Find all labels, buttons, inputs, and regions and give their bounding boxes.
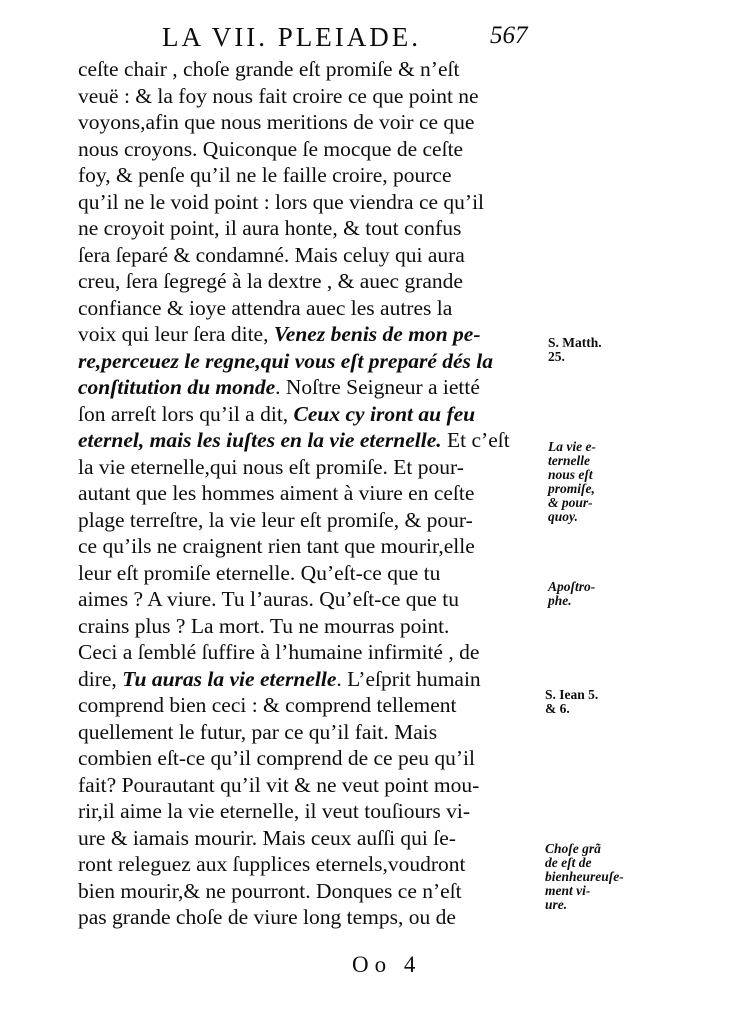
text-segment: leur eſt promiſe eternelle. Qu’eſt-ce que tu [78, 560, 441, 585]
signature-mark: Oo 4 [352, 952, 422, 977]
text-segment: dire, [78, 666, 123, 691]
text-segment: quellement le futur, par ce qu’il fait. Mais [78, 719, 438, 744]
margin-note-line: phe. [548, 593, 572, 608]
text-segment: ce qu’ils ne craignent rien tant que mourir,elle [78, 534, 475, 558]
text-segment: ne croyoit point, il aura honte, & tout confus [78, 216, 462, 240]
text-segment: veuë : & la foy nous fait croire ce que point ne [78, 83, 479, 108]
margin-note [548, 336, 602, 364]
text-segment: voix qui leur ſera dite, [78, 322, 274, 346]
text-segment: ſon arreſt lors qu’il a dit, [78, 401, 294, 426]
text-segment: Et c’eſt [441, 428, 510, 452]
margin-note-line: 25. [548, 349, 565, 364]
text-segment: autant que les hommes aiment à viure en ceſte [78, 481, 475, 505]
margin-note-line: de eſt de [545, 855, 592, 870]
margin-note-line: Choſe grã [545, 841, 601, 856]
text-segment: la vie eternelle,qui nous eſt promiſe. Et pour- [78, 454, 464, 479]
text-segment: fait? Pourautant qu’il vit & ne veut point mou- [78, 772, 480, 797]
margin-note-line: & pour- [548, 495, 593, 510]
text-segment: pas grande choſe de viure long temps, ou de [78, 905, 456, 929]
margin-note [548, 580, 595, 608]
margin-note-line: & 6. [545, 701, 570, 716]
text-segment: . L’eſprit humain [336, 666, 481, 691]
italic-quote: conſtitution du monde [78, 375, 276, 399]
text-segment: ront releguez aux ſupplices eternels,voudront [78, 852, 466, 876]
italic-quote: Venez benis de mon pe- [273, 322, 481, 346]
margin-note-line: quoy. [548, 509, 578, 524]
italic-quote: Tu auras la vie eternelle [122, 666, 337, 691]
italic-quote: Ceux cy iront au feu [293, 401, 476, 426]
margin-note-line: ure. [545, 897, 568, 912]
margin-note-line: nous eſt [548, 467, 593, 482]
margin-note-line: promiſe, [548, 481, 595, 496]
text-segment: comprend bien ceci : & comprend tellement [78, 693, 457, 717]
text-segment: plage terreſtre, la vie leur eſt promiſe, & pour- [78, 507, 473, 532]
text-segment: qu’il ne le void point : lors que viendra ce qu’il [78, 189, 485, 214]
margin-note-line: S. Matth. [548, 335, 602, 350]
text-segment: aimes ? A viure. Tu l’auras. Qu’eſt-ce que tu [78, 587, 459, 611]
margin-note-line: ternelle [548, 453, 590, 468]
text-segment: ure & iamais mourir. Mais ceux auſſi qui ſe- [78, 825, 456, 850]
text-segment: nous croyons. Quiconque ſe mocque de ceſte [78, 136, 464, 161]
margin-note [548, 440, 596, 524]
page-number: 567 [490, 22, 528, 49]
margin-note [545, 842, 624, 912]
text-segment: confiance & ioye attendra auec les autres la [78, 295, 453, 320]
margin-note [545, 688, 598, 716]
text-segment: crains plus ? La mort. Tu ne mourras point. [78, 613, 450, 638]
text-segment: rir,il aime la vie eternelle, il veut touſiours vi- [78, 799, 470, 823]
text-segment: voyons,afin que nous meritions de voir ce que [78, 110, 475, 134]
text-segment: ſera ſeparé & condamné. Mais celuy qui aura [78, 242, 465, 267]
running-title: LA VII. PLEIADE. [162, 22, 421, 52]
text-segment: ceſte chair , choſe grande eſt promiſe & n’eſt [78, 57, 460, 81]
italic-quote: re,perceuez le regne,qui vous eſt preparé dés la [78, 348, 493, 373]
text-segment: combien eſt-ce qu’il comprend de ce peu qu’il [78, 746, 475, 770]
italic-quote: eternel, mais les iuſtes en la vie eternelle. [78, 428, 442, 452]
margin-note-line: Apoſtro- [548, 579, 596, 594]
margin-note-line: ment vi- [545, 883, 591, 898]
text-segment: creu, ſera ſegregé à la dextre , & auec grande [78, 269, 463, 293]
text-segment: Ceci a ſemblé ſuffire à l’humaine infirmité , de [78, 640, 480, 664]
margin-note-line: La vie e- [548, 439, 596, 454]
text-segment: foy, & penſe qu’il ne le faille croire, pource [78, 163, 452, 187]
text-segment: bien mourir,& ne pourront. Donques ce n’eſt [78, 878, 462, 903]
margin-note-line: bienheureuſe- [545, 869, 624, 884]
text-segment: . Noſtre Seigneur a ietté [275, 375, 480, 399]
margin-note-line: S. Iean 5. [545, 687, 599, 702]
